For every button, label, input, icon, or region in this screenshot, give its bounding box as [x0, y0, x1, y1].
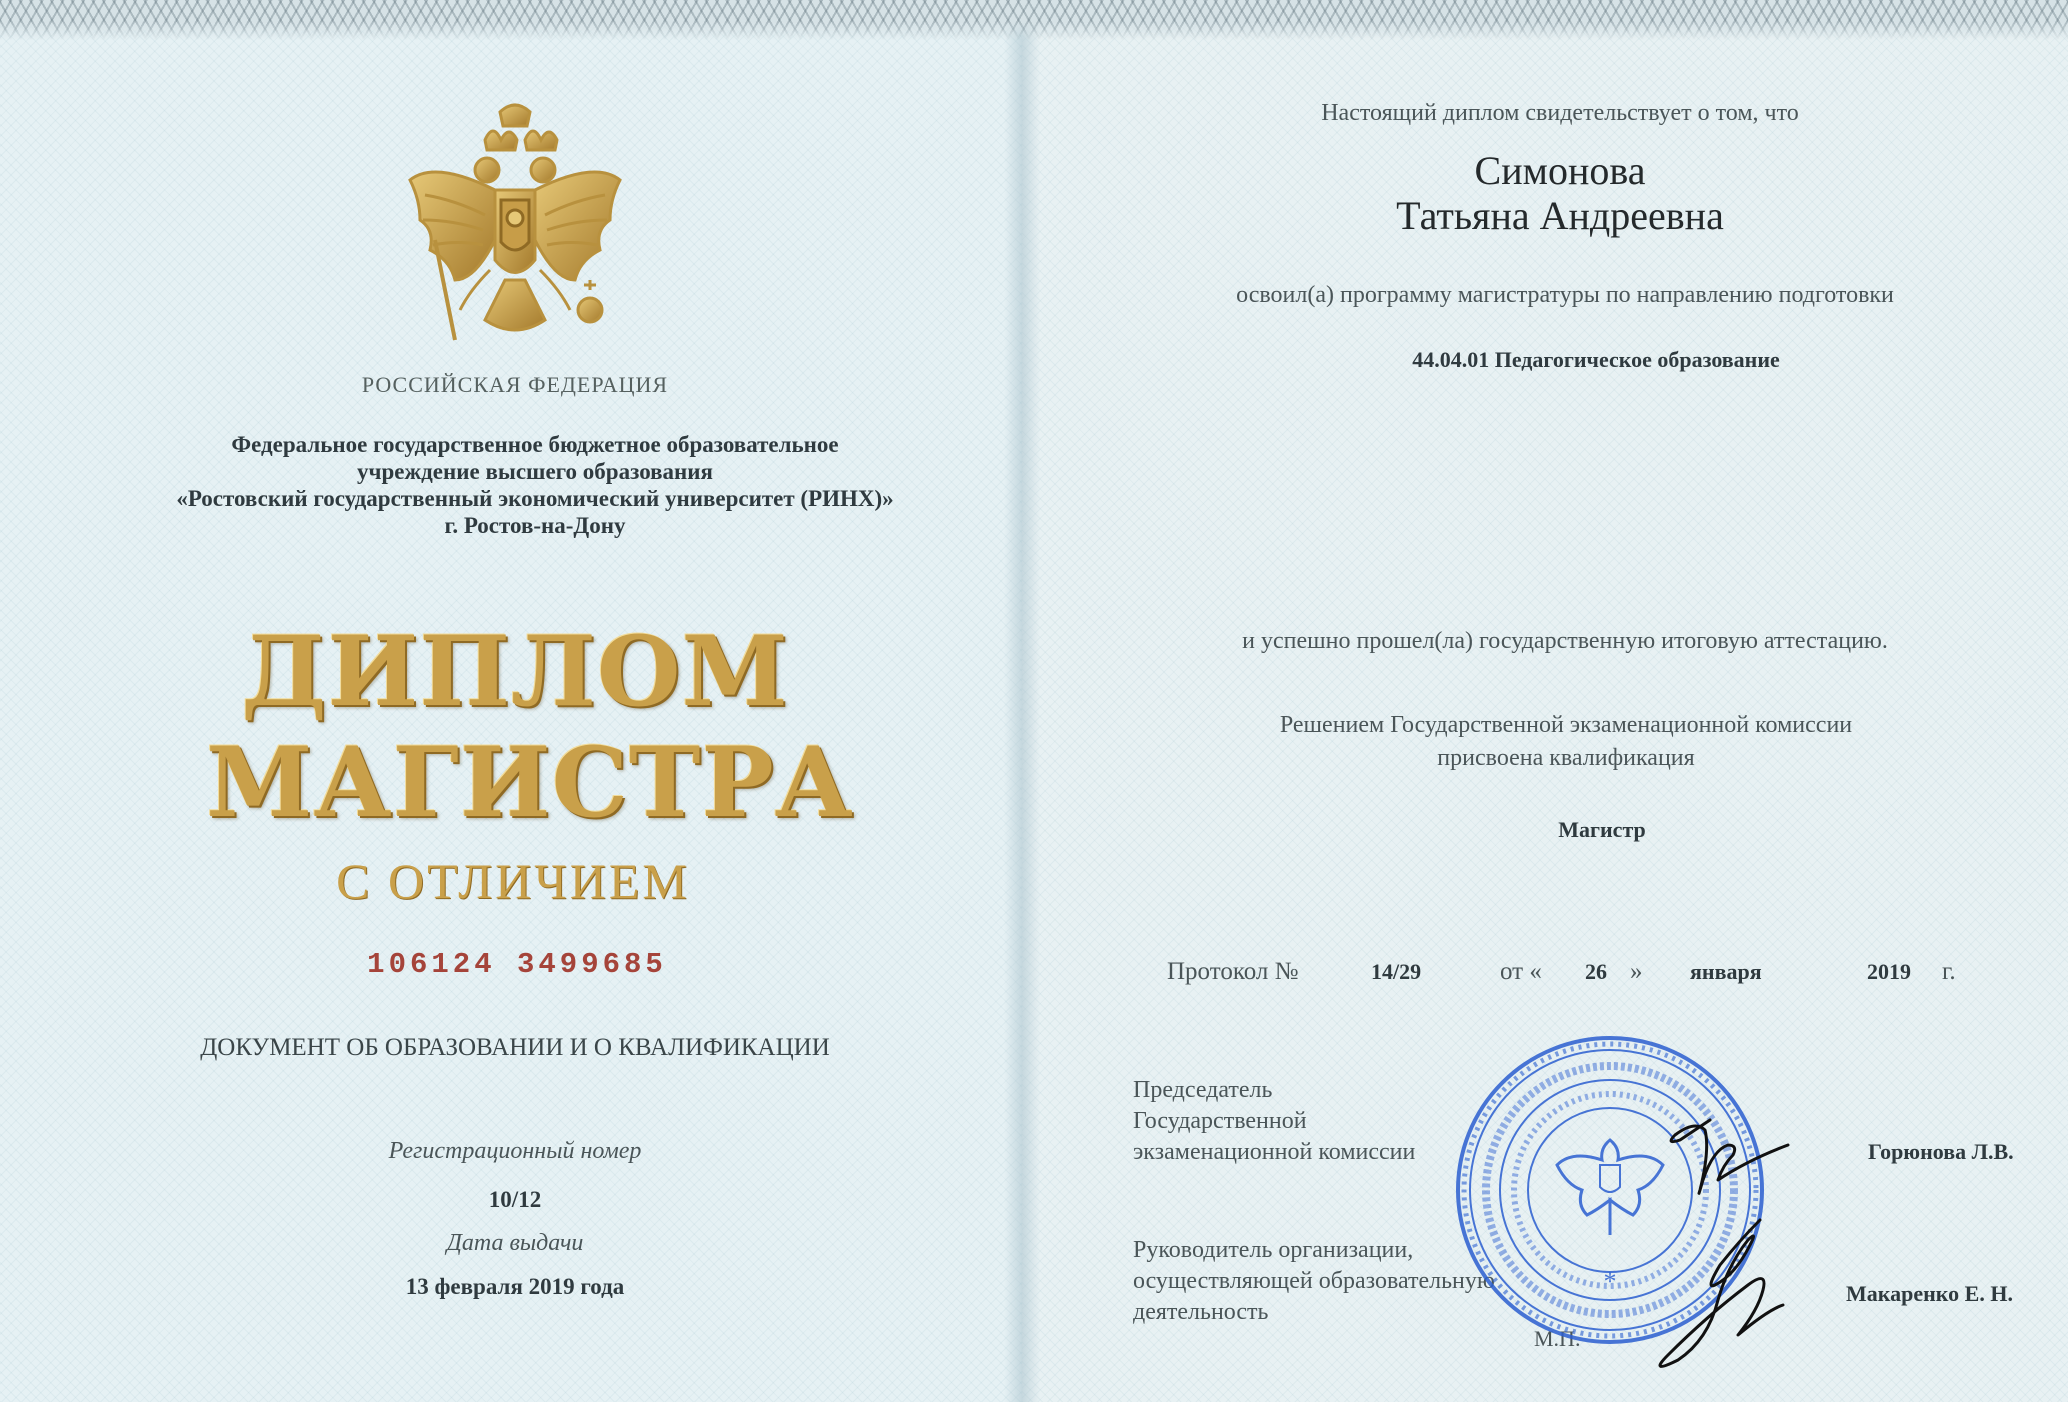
diploma-title-line-2: МАГИСТРА	[206, 726, 854, 839]
institution-line-3: «Ростовский государственный экономический университет (РИНХ)»	[176, 486, 894, 511]
russian-coat-of-arms-icon	[395, 100, 635, 360]
chairman-name: Горюнова Л.В.	[1868, 1139, 2014, 1164]
document-type: ДОКУМЕНТ ОБ ОБРАЗОВАНИИ И О КВАЛИФИКАЦИИ	[200, 1034, 830, 1061]
distinction-label: С ОТЛИЧИЕМ	[336, 853, 690, 909]
institution-line-1: Федеральное государственное бюджетное образовательное	[231, 432, 839, 457]
diploma-title-line-1: ДИПЛОМ	[241, 615, 789, 728]
protocol-month: января	[1690, 959, 1762, 984]
registration-label: Регистрационный номер	[388, 1138, 642, 1164]
issue-date-label: Дата выдачи	[446, 1230, 584, 1256]
chairman-title-line-1: Председатель	[1133, 1077, 1273, 1103]
svg-text:*: *	[1603, 1267, 1617, 1296]
graduate-surname: Симонова	[1474, 148, 1646, 193]
page-fold	[1004, 0, 1040, 1402]
protocol-label: Протокол №	[1167, 958, 1299, 985]
graduate-given-names: Татьяна Андреевна	[1396, 193, 1724, 238]
protocol-close-quote: »	[1630, 958, 1643, 985]
chairman-title-line-3: экзаменационной комиссии	[1133, 1139, 1416, 1165]
protocol-day: 26	[1585, 959, 1607, 984]
attestation-statement: и успешно прошел(ла) государственную итоговую аттестацию.	[1242, 628, 1888, 654]
protocol-year: 2019	[1867, 959, 1911, 984]
protocol-from-label: от «	[1500, 958, 1542, 985]
head-title-line-3: деятельность	[1133, 1299, 1269, 1325]
head-title-line-1: Руководитель организации,	[1133, 1237, 1414, 1263]
chairman-title-line-2: Государственной	[1133, 1108, 1307, 1134]
qualification: Магистр	[1558, 817, 1646, 842]
country-name: РОССИЙСКАЯ ФЕДЕРАЦИЯ	[361, 372, 669, 397]
certifies-intro: Настоящий диплом свидетельствует о том, что	[1321, 100, 1799, 126]
commission-decision-line-1: Решением Государственной экзаменационной комиссии	[1279, 712, 1853, 738]
issue-date: 13 февраля 2019 года	[405, 1274, 625, 1299]
guilloche-border	[0, 0, 2068, 40]
commission-decision-line-2: присвоена квалификация	[1437, 745, 1695, 771]
serial-number: 106124 3499685	[367, 948, 667, 981]
program-name: 44.04.01 Педагогическое образование	[1412, 347, 1780, 372]
protocol-year-suffix: г.	[1942, 958, 1956, 985]
registration-number: 10/12	[488, 1187, 542, 1212]
stamp-place-label: М.П.	[1534, 1326, 1581, 1351]
head-title-line-2: осуществляющей образовательную	[1133, 1268, 1495, 1294]
program-statement: освоил(а) программу магистратуры по направлению подготовки	[1236, 282, 1894, 308]
protocol-number: 14/29	[1371, 959, 1422, 984]
signature-icon	[1590, 1100, 1840, 1380]
institution-city: г. Ростов-на-Дону	[444, 513, 626, 538]
institution-line-2: учреждение высшего образования	[357, 459, 713, 484]
head-name: Макаренко Е. Н.	[1846, 1281, 2013, 1306]
